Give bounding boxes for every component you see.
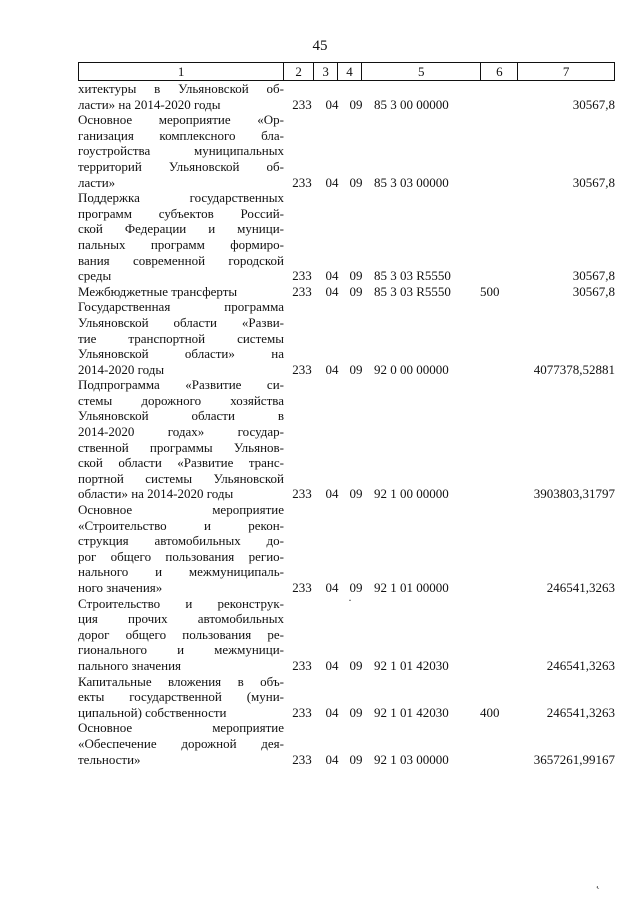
- row-codes: [284, 97, 615, 113]
- code-expense-type: [480, 486, 514, 502]
- code-target-article: 92 1 01 00000: [374, 580, 449, 595]
- row-name-line: тельности»: [78, 751, 141, 767]
- table-body: [78, 81, 615, 767]
- row-name-line: рог общего пользования регио-: [78, 548, 284, 564]
- row-name-line: Капитальные вложения в объ-: [78, 673, 284, 689]
- row-name: [78, 720, 284, 767]
- code-section: 04: [325, 361, 339, 377]
- header-col-7: 7: [562, 64, 570, 79]
- row-name: [78, 112, 284, 190]
- header-col-6: 6: [481, 63, 518, 80]
- row-name-line: ципальной) собственности: [78, 704, 227, 720]
- row-name-line: Подпрограмма «Развитие си-: [78, 377, 284, 393]
- row-name-line: ласти»: [78, 174, 116, 190]
- code-subsection: 09: [349, 704, 363, 720]
- row-name-line: екты государственной (муни-: [78, 689, 284, 705]
- code-admin: 233: [292, 268, 312, 284]
- code-subsection: 09: [349, 580, 363, 595]
- row-name: [78, 674, 284, 721]
- code-target-article: 92 1 01 42030: [374, 657, 449, 673]
- row-name-line: Межбюджетные трансферты: [78, 283, 238, 299]
- code-admin: 233: [292, 96, 312, 112]
- code-target-article: 92 1 03 00000: [374, 751, 449, 767]
- code-admin: 233: [292, 704, 312, 720]
- code-section: 04: [325, 580, 339, 595]
- amount: 3903803,31797: [533, 486, 615, 502]
- amount: 246541,3263: [546, 704, 615, 720]
- row-name-line: ственной программы Ульянов-: [78, 439, 284, 455]
- table-row: [78, 720, 615, 767]
- amount: 3657261,99167: [533, 751, 615, 767]
- row-codes: [284, 284, 615, 300]
- code-admin: 233: [292, 361, 312, 377]
- code-admin: 233: [292, 174, 312, 190]
- code-expense-type: [480, 580, 514, 596]
- code-subsection: 09: [349, 361, 363, 377]
- row-name-line: вания современной городской: [78, 252, 284, 268]
- row-name-line: «Обеспечение дорожной дея-: [78, 735, 284, 751]
- row-name-line: ганизация комплексного бла-: [78, 127, 284, 143]
- row-codes: [284, 362, 615, 378]
- amount: 30567,8: [572, 283, 615, 299]
- amount: 30567,8: [572, 174, 615, 190]
- row-name-line: Основное мероприятие: [78, 502, 284, 518]
- table-row: [78, 112, 615, 190]
- row-name-line: тие транспортной системы: [78, 330, 284, 346]
- row-codes: [284, 705, 615, 721]
- row-name: [78, 190, 284, 284]
- code-section: 04: [325, 96, 339, 112]
- code-subsection: 09: [349, 751, 363, 767]
- row-name-line: гионального и межмуници-: [78, 642, 284, 658]
- row-name-line: ласти» на 2014-2020 годы: [78, 96, 221, 112]
- code-target-article: 85 3 00 00000: [374, 96, 449, 112]
- code-expense-type: 400: [480, 704, 500, 720]
- row-codes: [284, 658, 615, 674]
- header-col-5: 5: [362, 63, 482, 80]
- header-col-2: 2: [284, 63, 314, 80]
- code-section: 04: [325, 283, 339, 299]
- code-expense-type: [480, 362, 514, 378]
- code-expense-type: [480, 752, 514, 768]
- row-name-line: 2014-2020 годы: [78, 361, 165, 377]
- row-name-line: Поддержка государственных: [78, 190, 284, 206]
- row-name-line: Строительство и реконструк-: [78, 595, 284, 611]
- row-name-line: среды: [78, 268, 112, 284]
- code-subsection: 09: [349, 96, 363, 112]
- header-col-4: 4: [338, 63, 362, 80]
- amount: 4077378,52881: [533, 361, 615, 377]
- row-name-line: 2014-2020 годах» государ-: [78, 424, 284, 440]
- row-name-line: программ субъектов Россий-: [78, 205, 284, 221]
- row-name-line: ской области «Развитие транс-: [78, 455, 284, 471]
- row-name-line: стемы дорожного хозяйства: [78, 392, 284, 408]
- code-target-article: 92 1 01 42030: [374, 704, 449, 720]
- row-name: [78, 502, 284, 596]
- code-admin: 233: [292, 283, 312, 299]
- code-expense-type: [480, 175, 514, 191]
- table-row: [78, 377, 615, 502]
- table-header: [78, 62, 615, 81]
- row-codes: [284, 175, 615, 191]
- budget-table: [78, 62, 615, 767]
- row-name-line: области» на 2014-2020 годы: [78, 486, 234, 502]
- row-name-line: хитектуры в Ульяновской об-: [78, 81, 284, 96]
- header-col-1: 1: [79, 63, 284, 80]
- row-name-line: Основное мероприятие: [78, 720, 284, 736]
- code-admin: 233: [292, 580, 312, 595]
- row-name-line: ской Федерации и муници-: [78, 221, 284, 237]
- code-target-article: 85 3 03 00000: [374, 174, 449, 190]
- code-section: 04: [325, 704, 339, 720]
- code-admin: 233: [292, 751, 312, 767]
- amount: 246541,3263: [546, 657, 615, 673]
- code-expense-type: [480, 658, 514, 674]
- row-name: [78, 377, 284, 502]
- row-name-line: Ульяновской области» на: [78, 346, 284, 362]
- scan-speck: ·: [348, 593, 352, 607]
- code-subsection: 09: [349, 283, 363, 299]
- row-codes: [284, 486, 615, 502]
- code-expense-type: [480, 97, 514, 113]
- table-row: [78, 190, 615, 284]
- row-name-line: струкция автомобильных до-: [78, 533, 284, 549]
- code-expense-type: [480, 268, 514, 284]
- code-subsection: 09: [349, 174, 363, 190]
- row-name-line: территорий Ульяновской об-: [78, 158, 284, 174]
- row-name-line: «Строительство и рекон-: [78, 517, 284, 533]
- row-name-line: нального и межмуниципаль-: [78, 564, 284, 580]
- table-row: [78, 502, 615, 596]
- code-section: 04: [325, 657, 339, 673]
- row-name: [78, 299, 284, 377]
- code-target-article: 92 0 00 00000: [374, 361, 449, 377]
- row-name: [78, 284, 284, 300]
- row-codes: [284, 752, 615, 768]
- page-number: 45: [312, 38, 328, 54]
- row-name-line: пальных программ формиро-: [78, 236, 284, 252]
- code-section: 04: [325, 174, 339, 190]
- code-expense-type: 500: [480, 283, 500, 299]
- code-subsection: 09: [349, 657, 363, 673]
- table-row: [78, 596, 615, 674]
- table-row: [78, 299, 615, 377]
- code-target-article: 92 1 00 00000: [374, 486, 449, 502]
- amount: 30567,8: [572, 96, 615, 112]
- row-name-line: портной системы Ульяновской: [78, 470, 284, 486]
- scan-speck: ˛: [596, 875, 600, 889]
- code-target-article: 85 3 03 R5550: [374, 283, 451, 299]
- row-name-line: Государственная программа: [78, 299, 284, 315]
- row-name-line: Основное мероприятие «Ор-: [78, 112, 284, 128]
- row-name: [78, 596, 284, 674]
- amount: 30567,8: [572, 268, 615, 284]
- code-subsection: 09: [349, 268, 363, 284]
- row-codes: [284, 268, 615, 284]
- table-row: [78, 81, 615, 112]
- table-row: [78, 674, 615, 721]
- row-name: [78, 81, 284, 112]
- row-name-line: Ульяновской области в: [78, 408, 284, 424]
- amount: 246541,3263: [546, 580, 615, 595]
- header-col-3: 3: [314, 63, 338, 80]
- code-admin: 233: [292, 657, 312, 673]
- code-target-article: 85 3 03 R5550: [374, 268, 451, 284]
- code-subsection: 09: [349, 486, 363, 502]
- row-name-line: ция прочих автомобильных: [78, 611, 284, 627]
- code-section: 04: [325, 486, 339, 502]
- row-name-line: гоустройства муниципальных: [78, 143, 284, 159]
- table-row: [78, 284, 615, 300]
- row-name-line: Ульяновской области «Разви-: [78, 314, 284, 330]
- code-section: 04: [325, 751, 339, 767]
- row-codes: [284, 580, 615, 596]
- code-section: 04: [325, 268, 339, 284]
- row-name-line: дорог общего пользования ре-: [78, 626, 284, 642]
- code-admin: 233: [292, 486, 312, 502]
- row-name-line: пального значения: [78, 657, 182, 673]
- row-name-line: ного значения»: [78, 580, 163, 595]
